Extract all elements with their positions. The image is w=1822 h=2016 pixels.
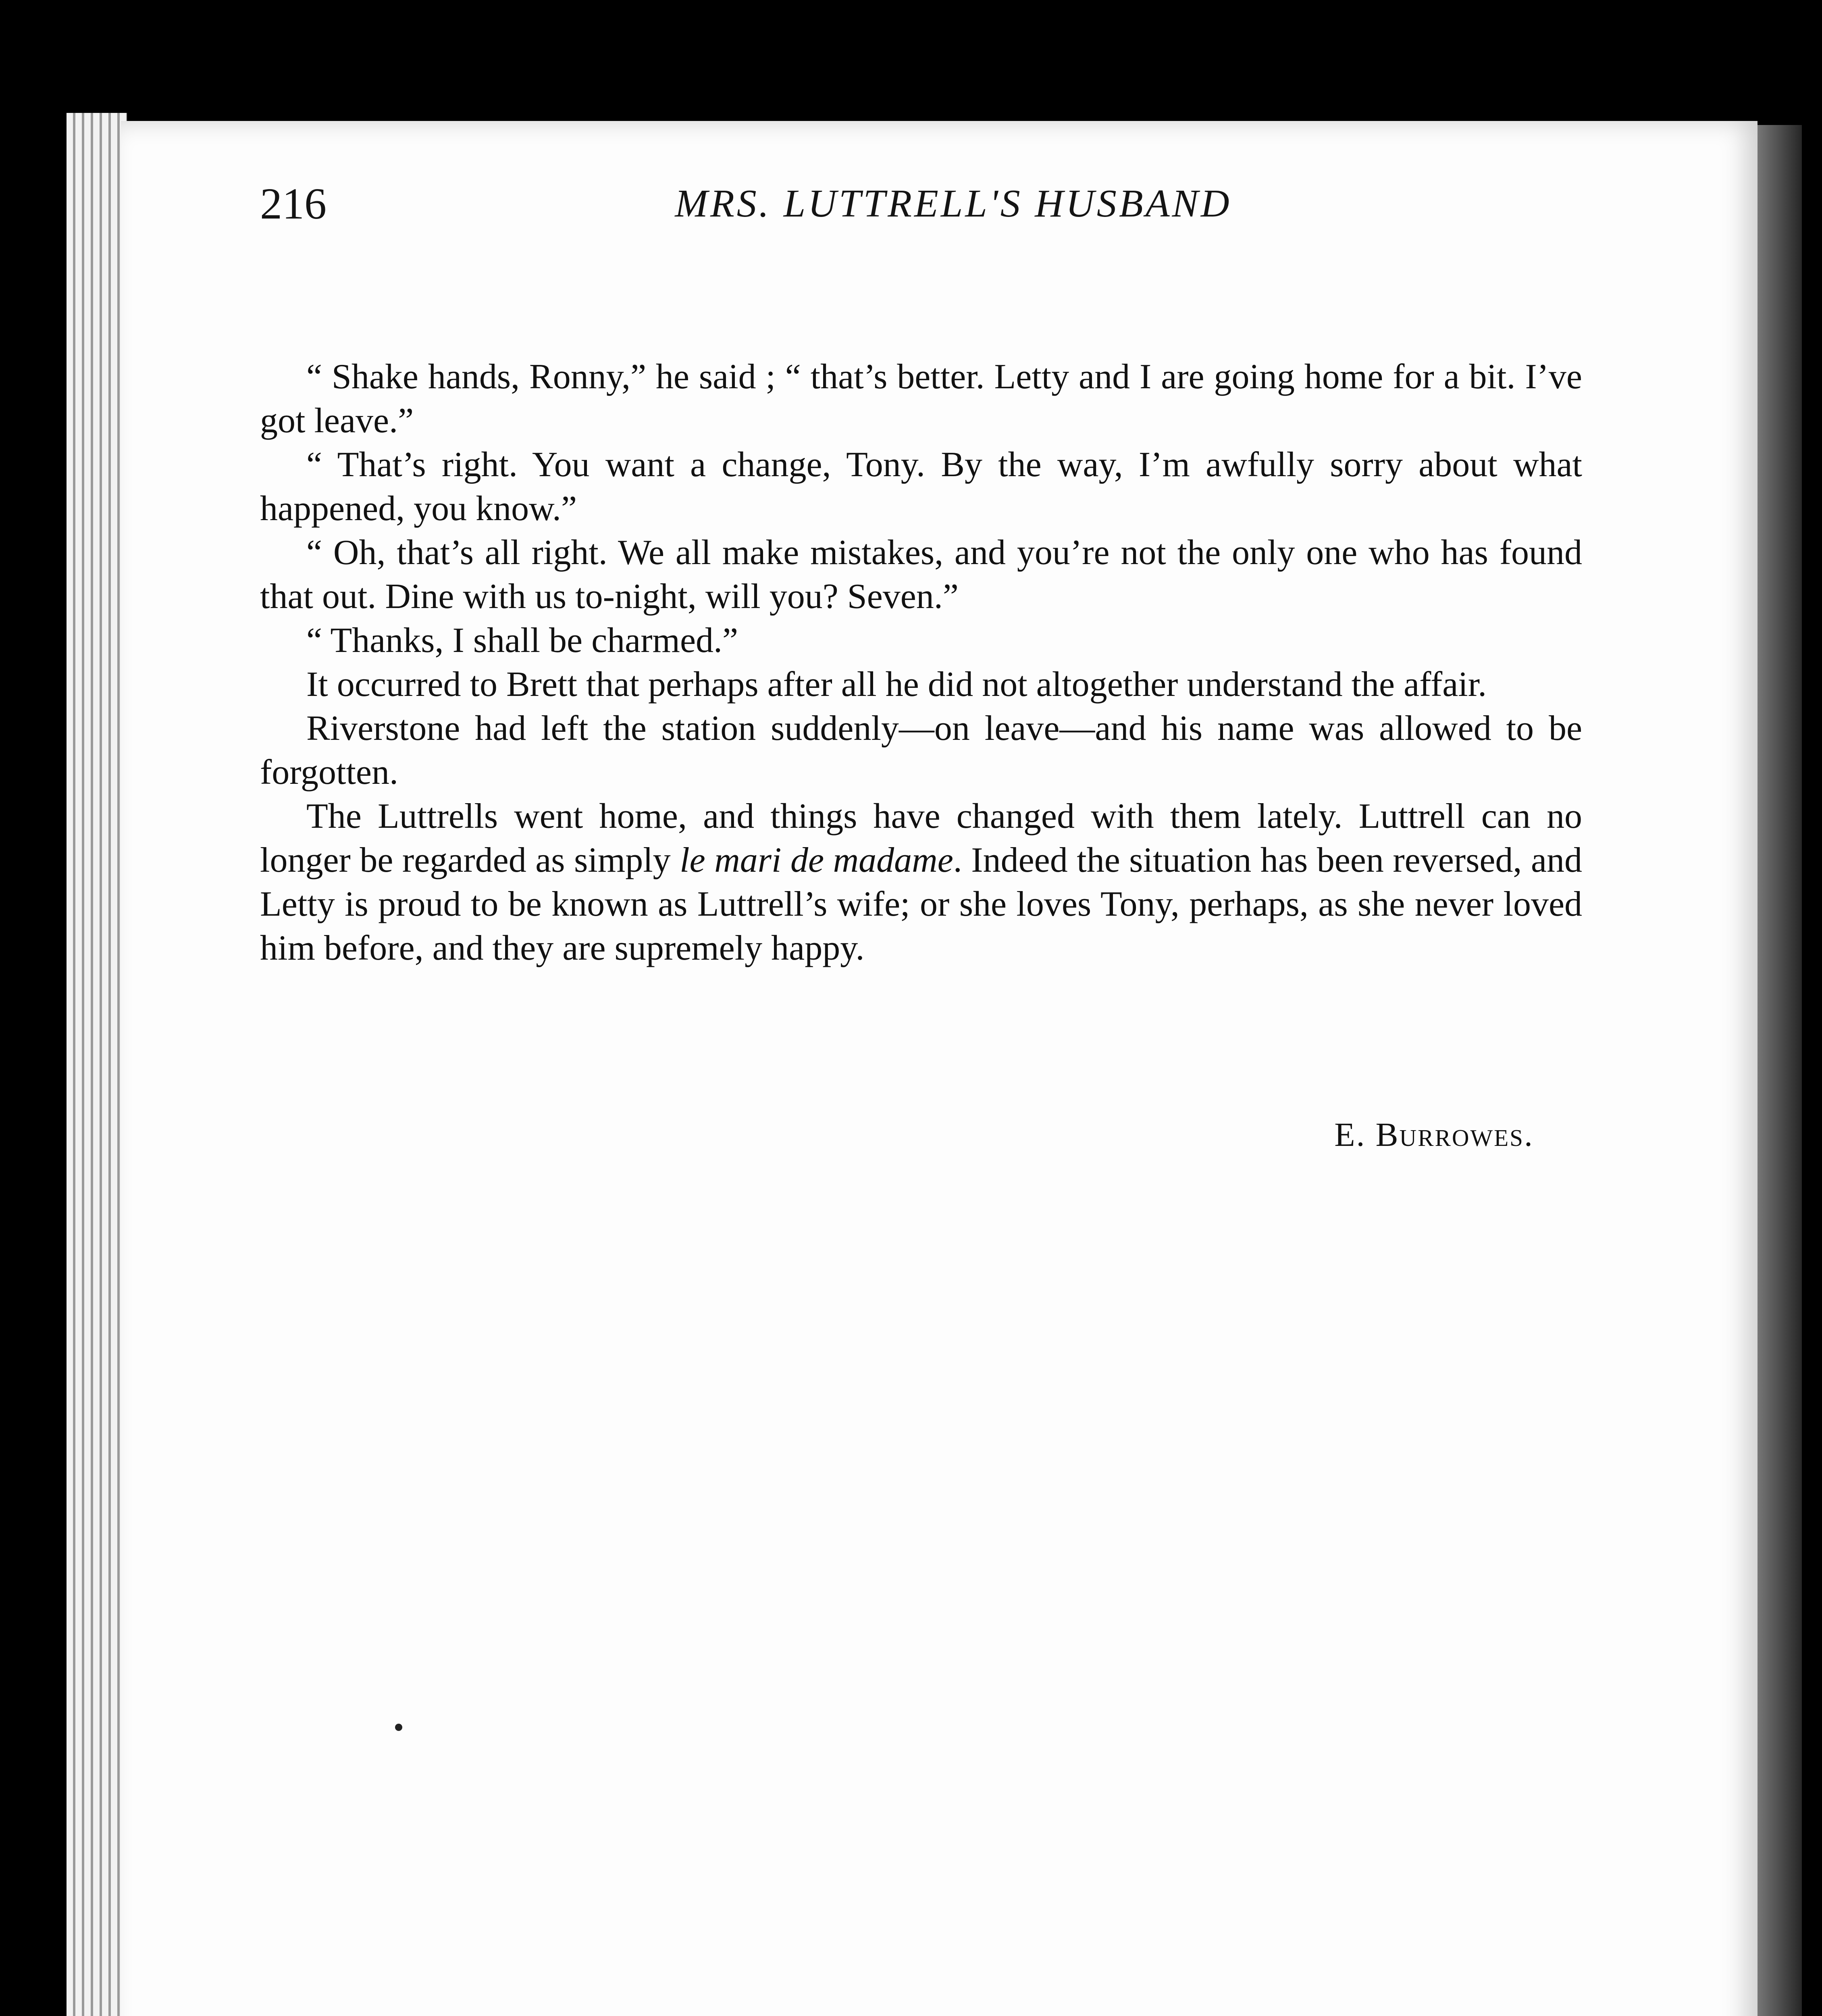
paragraph: “ That’s right. You want a change, Tony. By the way, I’m awfully sorry about what happened, you know.” — [260, 445, 1582, 528]
body-text — [260, 355, 1582, 970]
page-edges — [67, 113, 127, 2016]
paragraph: “ Thanks, I shall be charmed.” — [306, 621, 738, 660]
paragraph: “ Shake hands, Ronny,” he said ; “ that’s better. Letty and I are going home for a bit. I’ve got leave.” — [260, 357, 1582, 440]
final-text-start: The Luttrells went home, and things have changed with them lately. Luttrell can no longer be regarded as simply — [260, 797, 1582, 880]
author-surname: Burrowes. — [1375, 1116, 1534, 1154]
running-title: MRS. LUTTRELL'S HUSBAND — [675, 182, 1232, 225]
paragraph: Riverstone had left the station suddenly—on leave—and his name was allowed to be forgotten. — [260, 709, 1582, 792]
page-header — [260, 163, 1582, 244]
paragraph: “ Oh, that’s all right. We all make mistakes, and you’re not the only one who has found that out. Dine with us to-night, will you? Seven.” — [260, 533, 1582, 616]
author-initial: E. — [1334, 1116, 1366, 1154]
final-text-end: . Indeed the situation has been reversed, and Letty is proud to be known as Luttrell’s wife; or she loves Tony, perhaps, as she never loved him before, and they are supremely happy. — [260, 841, 1582, 968]
print-speck — [395, 1724, 402, 1731]
paragraph: It occurred to Brett that perhaps after all he did not altogether understand the affair. — [306, 665, 1487, 704]
paragraph-final — [260, 794, 1582, 970]
italic-phrase: le mari de madame — [680, 841, 953, 880]
page-number: 216 — [260, 179, 327, 228]
author-signature — [260, 1113, 1534, 1157]
